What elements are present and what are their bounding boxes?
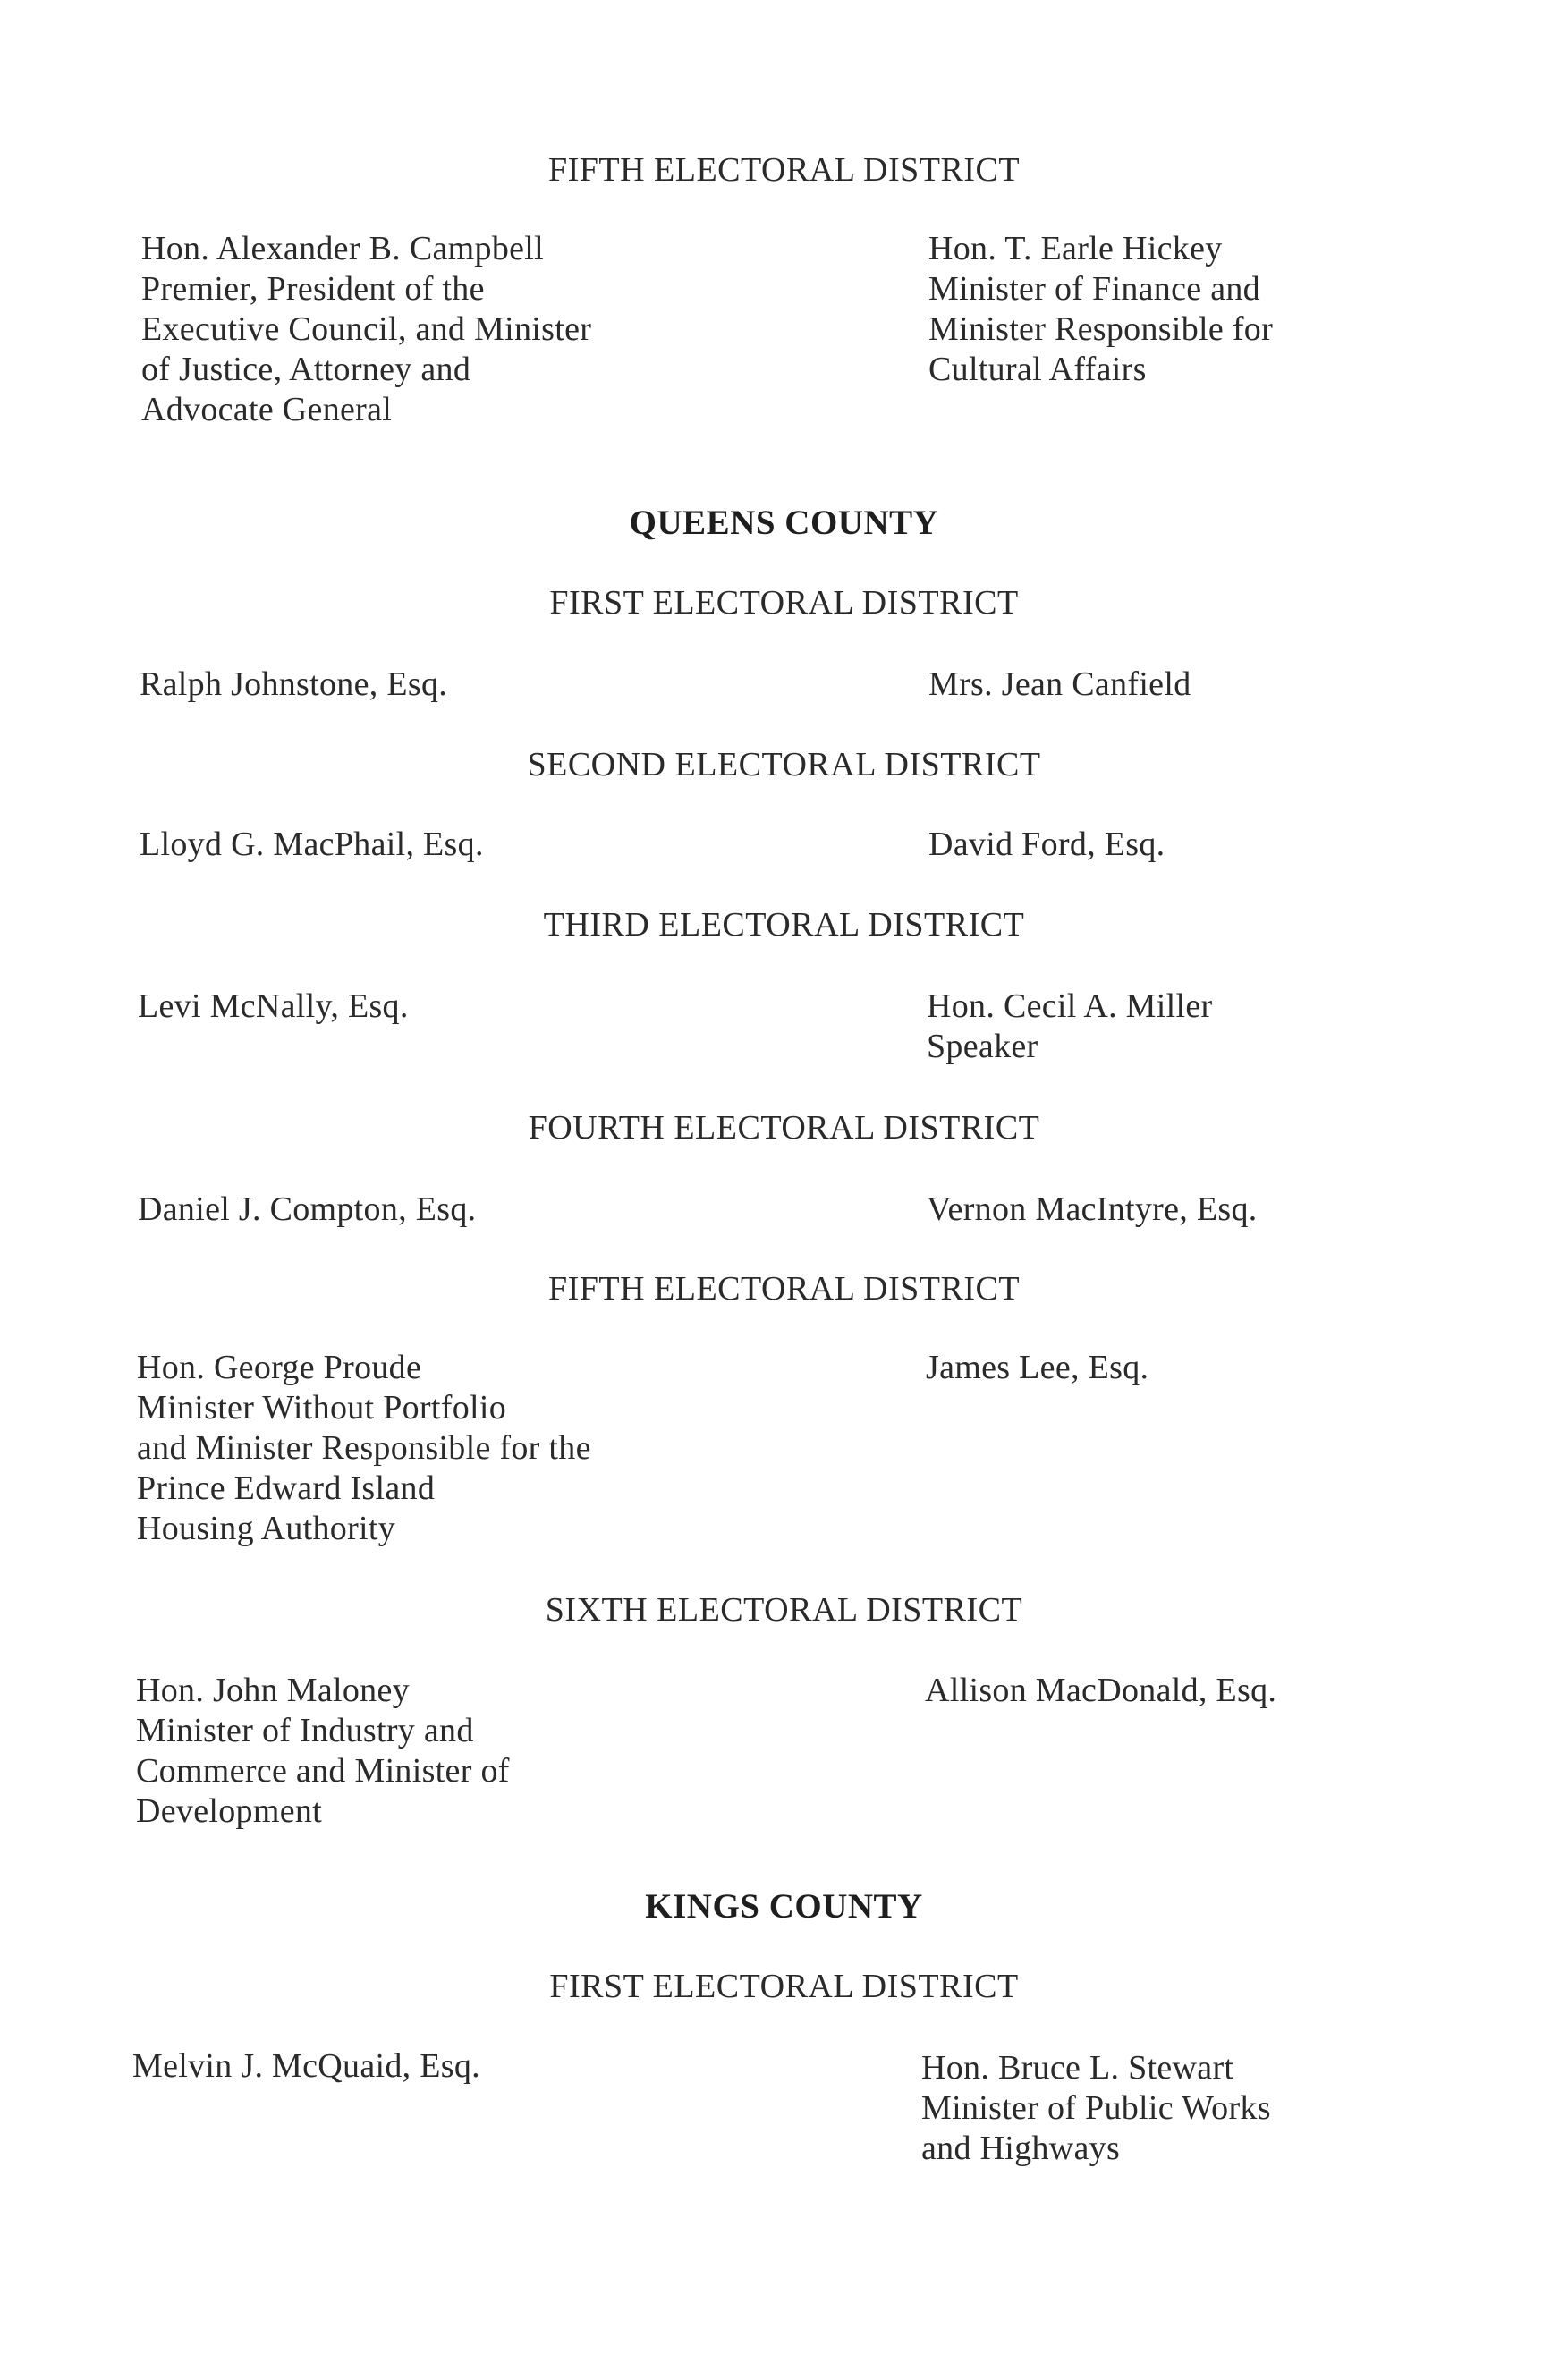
member-text-line: Mrs. Jean Canfield (928, 665, 1191, 703)
member-text-line: Minister of Finance and (928, 270, 1260, 308)
member-left (136, 1671, 510, 1832)
district-heading: SECOND ELECTORAL DISTRICT (527, 746, 1041, 783)
member-text-line: Levi McNally, Esq. (138, 987, 409, 1025)
member-text-line: David Ford, Esq. (928, 826, 1165, 863)
member-text-line: Daniel J. Compton, Esq. (138, 1190, 477, 1228)
member-text-line: Prince Edward Island (137, 1469, 436, 1507)
member-right (928, 825, 1165, 865)
member-text-line: Premier, President of the (141, 270, 485, 308)
member-text-line: Executive Council, and Minister (141, 310, 592, 348)
district-heading: FIRST ELECTORAL DISTRICT (549, 1968, 1019, 2005)
member-left (140, 665, 447, 705)
member-text-line: Cultural Affairs (928, 351, 1147, 388)
county-heading: KINGS COUNTY (645, 1887, 923, 1926)
member-text-line: Allison MacDonald, Esq. (925, 1672, 1277, 1709)
member-text-line: James Lee, Esq. (926, 1349, 1149, 1386)
member-text-line: Hon. Bruce L. Stewart (921, 2049, 1234, 2087)
member-left (138, 987, 409, 1027)
member-text-line: Melvin J. McQuaid, Esq. (132, 2047, 480, 2085)
member-right (925, 1671, 1276, 1711)
member-right (928, 229, 1273, 390)
member-left (141, 229, 591, 430)
district-heading: FIFTH ELECTORAL DISTRICT (547, 1270, 1021, 1308)
member-text-line: of Justice, Attorney and (141, 351, 471, 388)
district-heading: FIRST ELECTORAL DISTRICT (549, 584, 1019, 622)
member-text-line: Hon. T. Earle Hickey (928, 230, 1223, 267)
member-right (927, 987, 1212, 1067)
member-right (928, 665, 1191, 705)
district-heading: THIRD ELECTORAL DISTRICT (543, 906, 1025, 944)
member-text-line: Housing Authority (137, 1510, 396, 1547)
member-text-line: Speaker (927, 1028, 1038, 1065)
member-text-line: and Minister Responsible for the (137, 1429, 591, 1467)
member-left (137, 1348, 591, 1549)
member-right (926, 1348, 1148, 1388)
member-right (921, 2048, 1271, 2169)
member-text-line: Hon. Cecil A. Miller (927, 987, 1213, 1025)
member-text-line: Minister Responsible for (928, 310, 1274, 348)
member-text-line: Minister Without Portfolio (137, 1389, 507, 1427)
member-text-line: Minister of Public Works (921, 2089, 1271, 2127)
member-text-line: Commerce and Minister of (136, 1752, 510, 1790)
member-text-line: Vernon MacIntyre, Esq. (927, 1190, 1258, 1228)
district-heading: FIFTH ELECTORAL DISTRICT (547, 151, 1021, 189)
member-left (140, 825, 484, 865)
district-heading: SIXTH ELECTORAL DISTRICT (545, 1591, 1023, 1629)
member-text-line: Hon. John Maloney (136, 1672, 410, 1709)
member-text-line: Lloyd G. MacPhail, Esq. (140, 826, 484, 863)
district-heading: FOURTH ELECTORAL DISTRICT (528, 1109, 1040, 1147)
member-left (132, 2046, 480, 2087)
member-text-line: and Highways (921, 2130, 1121, 2167)
member-text-line: Ralph Johnstone, Esq. (140, 665, 448, 703)
member-right (927, 1190, 1258, 1230)
member-left (138, 1190, 476, 1230)
member-text-line: Advocate General (141, 391, 393, 428)
member-text-line: Hon. George Proude (137, 1349, 422, 1386)
member-text-line: Minister of Industry and (136, 1712, 474, 1749)
member-text-line: Hon. Alexander B. Campbell (141, 230, 544, 267)
member-text-line: Development (136, 1792, 323, 1830)
county-heading: QUEENS COUNTY (629, 504, 939, 542)
